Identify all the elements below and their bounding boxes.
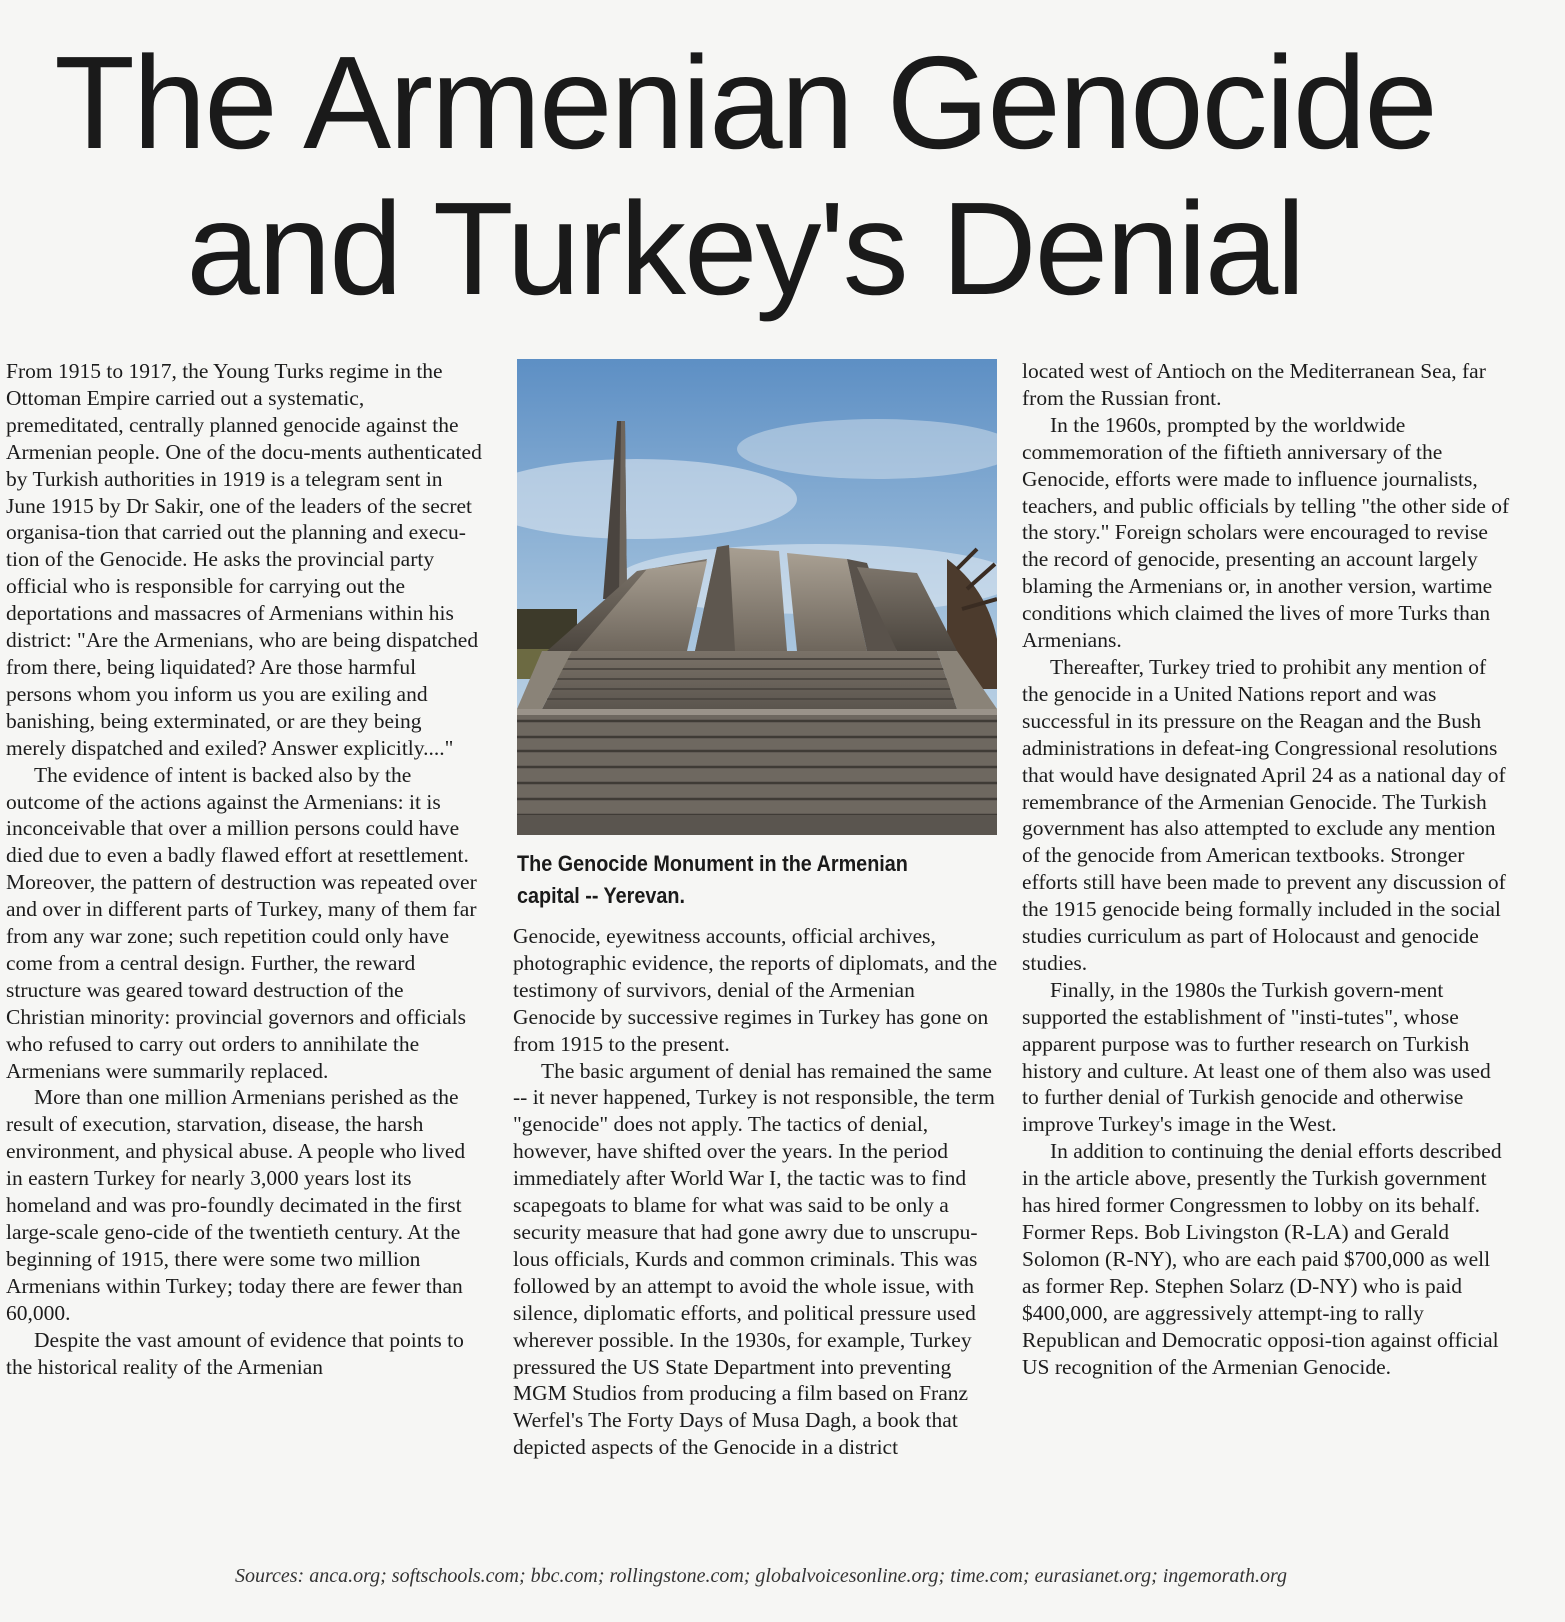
column3-paragraph-5: In addition to continuing the denial efforts described in the article above, presently the Turkish government has hired former Congressmen to lobby on its behalf. Former Reps. Bob Livingston (R-LA) and Gerald Solomon (R-NY), who are each paid $700,000 as well as former Rep. Stephen Solarz (D-NY) who is paid $400,000, are aggressively attempt-ing to rally Republican and Democratic opposi-tion against official US recognition of the Armenian Genocide. [1022,1139,1502,1379]
article-column-3 [1022,358,1512,1380]
column3-paragraph-4: Finally, in the 1980s the Turkish govern-ment supported the establishment of "insti-tutes", whose apparent purpose was to further research on Turkish history and culture. At least one of them also was used to further denial of Turkish genocide and otherwise improve Turkey's image in the West. [1022,977,1491,1137]
monument-photo [517,359,997,835]
headline-line-1: The Armenian Genocide [54,29,1436,176]
column3-paragraph-3: Thereafter, Turkey tried to prohibit any mention of the genocide in a United Nations report and was successful in its pressure on the Reagan and the Bush administrations in defeat-ing Congressional resolutions that would have designated April 24 as a national day of remembrance of the Armenian Genocide. The Turkish government has also attempted to exclude any mention of the genocide from American textbooks. Stronger efforts still have been made to prevent any discussion of the 1915 genocide being formally included in the social studies curriculum as part of Holocaust and genocide studies. [1022,654,1506,975]
headline-line-2: and Turkey's Denial [186,175,1304,322]
sources-line: Sources: anca.org; softschools.com; bbc.com; rollingstone.com; globalvoicesonline.org; time.com; eurasianet.org; ingemorath.org [234,1565,1288,1587]
column1-paragraph-3: More than one million Armenians perished as the result of execution, starvation, disease, the harsh environment, and physical abuse. A people who lived in eastern Turkey for nearly 3,000 years lost its homeland and was pro-foundly decimated in the first large-scale geno-cide of the twentieth century. At the beginning of 1915, there were some two million Armenians within Turkey; today there are fewer than 60,000. [6,1085,466,1325]
column1-paragraph-4: Despite the vast amount of evidence that points to the historical reality of the Armenian [6,1327,464,1379]
column2-paragraph-2: The basic argument of denial has remained the same -- it never happened, Turkey is not responsible, the term "genocide" does not apply. The tactics of denial, however, have shifted over the years. In the period immediately after World War I, the tactic was to find scapegoats to blame for what was said to be only a security measure that had gone awry due to unscrupu-lous officials, Kurds and common criminals. This was followed by an attempt to avoid the whole issue, with silence, diplomatic efforts, and political pressure used wherever possible. In the 1930s, for example, Turkey pressured the US State Department into preventing MGM Studios from producing a film based on Franz Werfel's The Forty Days of Musa Dagh, a book that depicted aspects of the Genocide in a district [513,1058,995,1460]
column1-paragraph-1: From 1915 to 1917, the Young Turks regime in the Ottoman Empire carried out a systematic, premeditated, centrally planned genocide against the Armenian people. One of the docu-ments authenticated by Turkish authorities in 1919 is a telegram sent in June 1915 by Dr Sakir, one of the leaders of the secret organisa-tion that carried out the planning and execu-tion of the Genocide. He asks the provincial party official who is responsible for carrying out the deportations and massacres of Armenians within his district: "Are the Armenians, who are being dispatched from there, being liquidated? Are those harmful persons whom you inform us you are exiling and banishing, being exterminated, or are they being merely dispatched and exiled? Answer explicitly...." [6,359,482,760]
article-column-2 [513,923,1001,1461]
headline [0,30,1490,322]
column2-paragraph-1: Genocide, eyewitness accounts, official archives, photographic evidence, the reports of diplomats, and the testimony of survivors, denial of the Armenian Genocide by successive regimes in Turkey has gone on from 1915 to the present. [513,924,998,1056]
photo-caption: The Genocide Monument in the Armenian capital -- Yerevan. [517,851,908,908]
article-column-1 [6,358,484,1380]
column3-paragraph-1: located west of Antioch on the Mediterranean Sea, far from the Russian front. [1022,359,1486,410]
column3-paragraph-2: In the 1960s, prompted by the worldwide commemoration of the fiftieth anniversary of the Genocide, efforts were made to influence journalists, teachers, and public officials by telling "the other side of the story." Foreign scholars were encouraged to revise the record of genocide, presenting an account largely blaming the Armenians or, in another version, wartime conditions which claimed the lives of more Turks than Armenians. [1022,412,1510,653]
column1-paragraph-2: The evidence of intent is backed also by the outcome of the actions against the Armenians: it is inconceivable that over a million persons could have died due to even a badly flawed effort at resettlement. Moreover, the pattern of destruction was repeated over and over in different parts of Turkey, many of them far from any war zone; such repetition could only have come from a central design. Further, the reward structure was geared toward destruction of the Christian minority: provincial governors and officials who refused to carry out orders to annihilate the Armenians were summarily replaced. [6,762,477,1083]
